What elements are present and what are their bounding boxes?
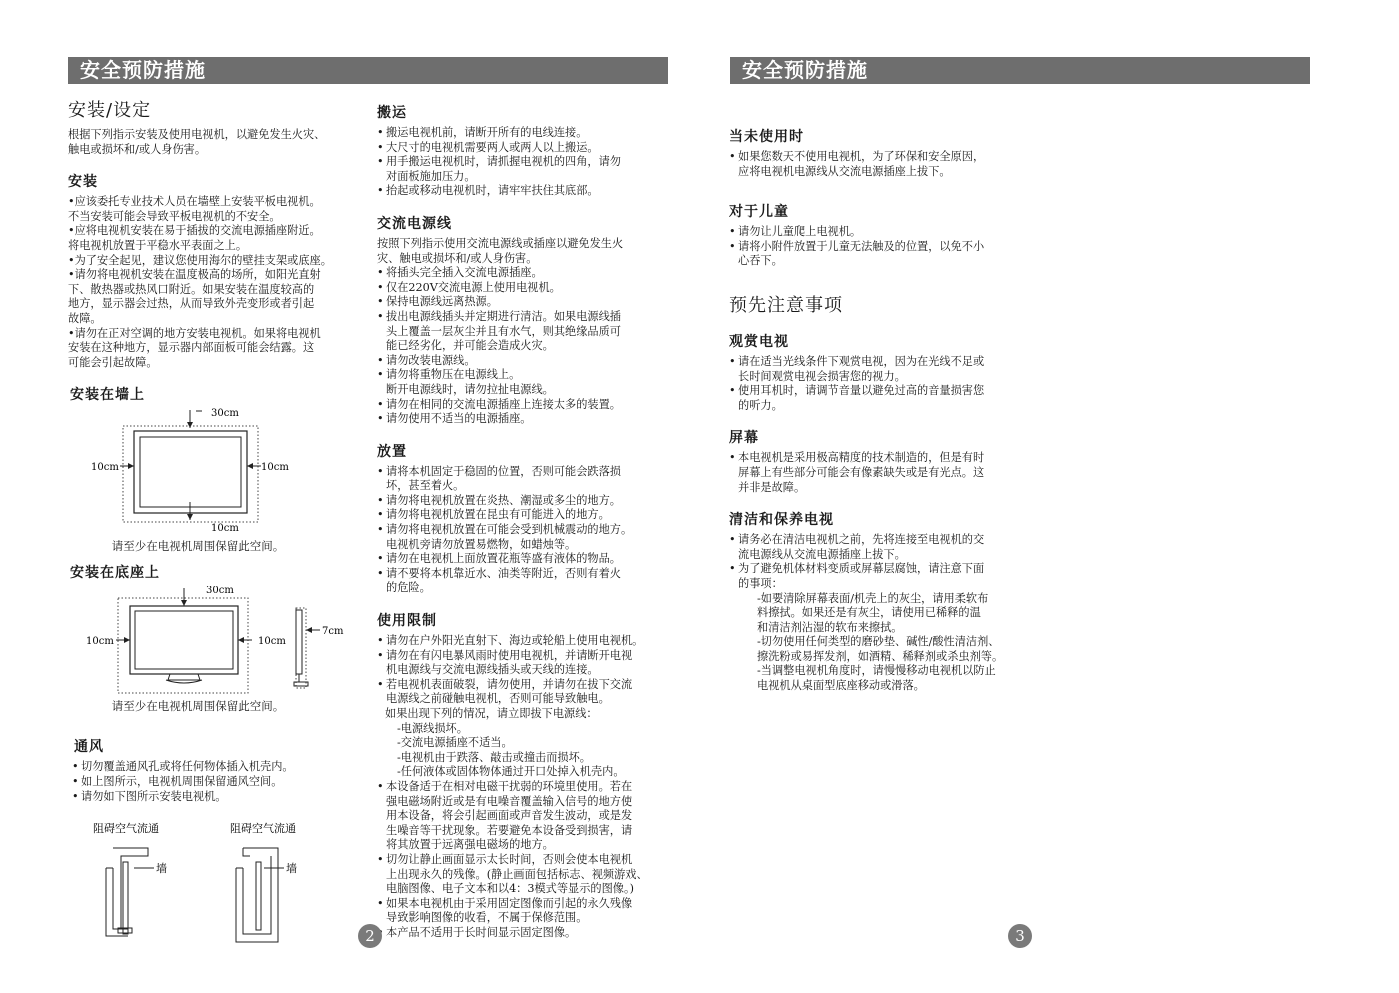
stand-mount-diagram	[68, 586, 368, 696]
vent-list	[72, 760, 368, 804]
stand-left-dim: 10cm	[86, 636, 114, 648]
watching-item: • 使用耳机时，请调节音量以避免过高的音量损害您 的听力。	[729, 384, 1049, 413]
placement-item: • 请不要将本机靠近水、油类等附近，否则有着火 的危险。	[377, 567, 677, 596]
page-number-right: 3	[1008, 924, 1032, 948]
watching-item: • 请在适当光线条件下观赏电视，因为在光线不足或 长时间观赏电视会损害您的视力。	[729, 355, 1049, 384]
watching-list	[729, 355, 1049, 413]
middle-column	[377, 102, 677, 941]
transport-item: • 抬起或移动电视机时，请牢牢扶住其底部。	[377, 184, 677, 199]
precautions-title: 预先注意事项	[729, 294, 843, 316]
power-item: • 仅在220V交流电源上使用电视机。	[377, 281, 677, 296]
usage-item: • 本设备适于在相对电磁干扰弱的环境里使用。若在 强电磁场附近或是有电噪音覆盖输入信号的地方使 用本设备，将会引起画面或声音发生波动，或是发 生噪音等干扰现象。若要避免本设备受到损害，请 将其放置于远离强电磁场的地方。	[377, 780, 677, 853]
usage-item: • 请勿在有闪电暴风雨时使用电视机，并请断开电视 机电源线与交流电源线插头或天线的连接。	[377, 649, 677, 678]
stand-caption: 请至少在电视机周围保留此空间。	[111, 699, 285, 714]
install-line: 将电视机放置于平稳水平表面之上。	[68, 238, 248, 252]
power-item: • 请勿在相同的交流电源插座上连接太多的装置。	[377, 398, 677, 413]
unused-item: • 如果您数天不使用电视机，为了环保和安全原因， 应将电视机电源线从交流电源插座上拔下。	[729, 150, 1049, 179]
placement-item: • 请勿将电视机放置在可能会受到机械震动的地方。 电视机旁请勿放置易燃物，如蜡烛等。	[377, 523, 677, 552]
wall-label-2: 墙	[286, 862, 297, 876]
screen-list	[729, 451, 1049, 495]
cleaning-subs	[729, 592, 1049, 694]
wall-caption: 请至少在电视机周围保留此空间。	[111, 539, 285, 554]
transport-item: • 大尺寸的电视机需要两人或两人以上搬运。	[377, 141, 677, 156]
install-line: •为了安全起见，建议您使用海尔的壁挂支架或底座。	[68, 253, 332, 267]
wall-left-dim: 10cm	[91, 462, 119, 474]
power-intro-line: 灾、触电或损坏和/或人身伤害。	[377, 251, 538, 265]
right-banner: 安全预防措施	[730, 57, 1310, 84]
power-item: • 请勿使用不适当的电源插座。	[377, 412, 677, 427]
placement-item: • 请将本机固定于稳固的位置，否则可能会跌落损 坏，甚至着火。	[377, 465, 677, 494]
blocked-label-1: 阻碍空气流通	[93, 822, 159, 836]
usage-sub-line: -电源线损坏。	[397, 721, 468, 735]
install-line: 不当安装可能会导致平板电视机的不安全。	[68, 209, 281, 223]
cleaning-sub-line: 料擦拭。如果还是有灰尘，请使用已稀释的温	[757, 606, 981, 620]
wall-top-dim: 30cm	[211, 408, 239, 420]
transport-title: 搬运	[377, 105, 407, 121]
power-intro-line: 按照下列指示使用交流电源线或插座以避免发生火	[377, 236, 624, 250]
install-line: •应将电视机安装在易于插拔的交流电源插座附近。	[68, 224, 321, 238]
blocked-airflow-diagram	[68, 818, 368, 958]
watching-title: 观赏电视	[729, 333, 789, 350]
placement-list	[377, 465, 677, 596]
cleaning-sub-line: -切勿使用任何类型的磨砂垫、碱性/酸性清洁剂、	[757, 635, 1000, 649]
left-column	[68, 96, 368, 958]
placement-item: • 请勿将电视机放置在昆虫有可能进入的地方。	[377, 508, 677, 523]
wall-bottom-dim: 10cm	[211, 523, 239, 535]
placement-item: • 请勿在电视机上面放置花瓶等盛有液体的物品。	[377, 552, 677, 567]
cleaning-sub-line: -当调整电视机角度时，请慢慢移动电视机以防止	[757, 664, 996, 678]
children-item: • 请勿让儿童爬上电视机。	[729, 225, 1049, 240]
install-line: •请勿将电视机安装在温度极高的场所，如阳光直射	[68, 268, 321, 282]
usage-title: 使用限制	[377, 613, 437, 630]
cleaning-sub-line: 擦洗粉或易挥发剂，如酒精、稀释剂或杀虫剂等。	[757, 649, 1004, 663]
install-title: 安装	[68, 174, 98, 191]
usage-subs	[377, 722, 677, 780]
cleaning-sub-line: -如要清除屏幕表面/机壳上的灰尘，请用柔软布	[757, 591, 989, 605]
install-line: 故障。	[68, 311, 102, 325]
power-item: • 将插头完全插入交流电源插座。	[377, 266, 677, 281]
blocked-label-2: 阻碍空气流通	[230, 822, 296, 836]
usage-list	[377, 634, 677, 707]
stand-side-dim: 7cm	[322, 626, 344, 638]
usage-item: • 若电视机表面破裂，请勿使用，并请勿在拔下交流 电源线之前碰触电视机，否则可能导致触电。	[377, 678, 677, 707]
power-intro	[377, 237, 677, 266]
install-line: •请勿在正对空调的地方安装电视机。如果将电视机	[68, 326, 321, 340]
vent-title: 通风	[74, 739, 104, 756]
vent-item: • 切勿覆盖通风孔或将任何物体插入机壳内。	[72, 760, 368, 775]
stand-title: 安装在底座上	[70, 565, 160, 582]
power-item: • 保持电源线远离热源。	[377, 295, 677, 310]
power-list	[377, 266, 677, 427]
cleaning-item: • 请务必在清洁电视机之前，先将连接至电视机的交 流电源线从交流电源插座上拔下。	[729, 533, 1049, 562]
unused-title: 当未使用时	[729, 129, 804, 145]
vent-item: • 如上图所示，电视机周围保留通风空间。	[72, 775, 368, 790]
power-item: • 请勿将重物压在电源线上。 断开电源线时，请勿拉扯电源线。	[377, 368, 677, 397]
wall-right-dim: 10cm	[261, 462, 289, 474]
children-item: • 请将小附件放置于儿童无法触及的位置，以免不小 心吞下。	[729, 240, 1049, 269]
usage-sub-line: -任何液体或固体物体通过开口处掉入机壳内。	[397, 765, 625, 779]
usage-sub-line: -电视机由于跌落、敲击或撞击而损坏。	[397, 750, 591, 764]
power-title: 交流电源线	[377, 215, 452, 232]
usage-if-line: 如果出现下列的情况，请立即拔下电源线：	[385, 707, 598, 720]
placement-title: 放置	[377, 443, 407, 460]
intro-line: 触电或损坏和/或人身伤害。	[68, 142, 207, 156]
page-number-left: 2	[358, 924, 382, 948]
wall-mount-diagram	[68, 408, 368, 538]
cleaning-list	[729, 533, 1049, 591]
usage-item: • 切勿让静止画面显示太长时间，否则会使本电视机 上出现永久的残像。(静止画面包括标志、视频游戏、 电脑图像、电子文本和以4：3模式等显示的图像。)	[377, 853, 677, 897]
cleaning-sub-line: 和清洁剂沾湿的软布来擦拭。	[757, 620, 903, 634]
wall-title: 安装在墙上	[70, 387, 145, 404]
install-line: 下、散热器或热风口附近。如果安装在温度较高的	[68, 282, 315, 296]
placement-item: • 请勿将电视机放置在炎热、潮湿或多尘的地方。	[377, 494, 677, 509]
usage-item: • 如果本电视机由于采用固定图像而引起的永久残像 导致影响图像的收看，不属于保修范围。	[377, 897, 677, 926]
children-title: 对于儿童	[729, 204, 789, 221]
transport-item: • 用手搬运电视机时，请抓握电视机的四角，请勿 对面板施加压力。	[377, 155, 677, 184]
usage-item: • 请勿在户外阳光直射下、海边或轮船上使用电视机。	[377, 634, 677, 649]
unused-list	[729, 150, 1049, 179]
vent-item: • 请勿如下图所示安装电视机。	[72, 790, 368, 805]
power-item: • 请勿改装电源线。	[377, 354, 677, 369]
left-banner: 安全预防措施	[68, 57, 668, 84]
install-text	[68, 195, 368, 370]
install-line: •应该委托专业技术人员在墙壁上安装平板电视机。	[68, 195, 321, 209]
children-list	[729, 225, 1049, 269]
screen-item: • 本电视机是采用极高精度的技术制造的，但是有时 屏幕上有些部分可能会有像素缺失或是有光点。这 并非是故障。	[729, 451, 1049, 495]
usage-sub-line: -交流电源插座不适当。	[397, 736, 513, 750]
cleaning-sub-line: 电视机从桌面型底座移动或滑落。	[757, 679, 925, 693]
wall-label-1: 墙	[156, 862, 167, 876]
install-line: 地方，显示器会过热，从而导致外壳变形或者引起	[68, 297, 315, 311]
power-item: • 拔出电源线插头并定期进行清洁。如果电源线插 头上覆盖一层灰尘并且有水气，则其绝缘品质可 能已经劣化，并可能会造成火灾。	[377, 310, 677, 354]
install-line: 可能会引起故障。	[68, 355, 158, 369]
intro-line: 根据下列指示安装及使用电视机，以避免发生火灾、	[68, 128, 326, 141]
stand-top-dim: 30cm	[206, 586, 234, 597]
install-setup-title: 安装/设定	[68, 100, 152, 121]
transport-list	[377, 126, 677, 199]
install-line: 安装在这种地方，显示器内部面板可能会结露。这	[68, 341, 315, 355]
install-setup-intro	[68, 128, 368, 157]
usage-list-2	[377, 780, 677, 941]
usage-item: • 本产品不适用于长时间显示固定图像。	[377, 926, 677, 941]
stand-right-dim: 10cm	[258, 636, 286, 648]
right-column	[729, 126, 1049, 694]
cleaning-title: 清洁和保养电视	[729, 512, 834, 529]
cleaning-item: • 为了避免机体材料变质或屏幕层腐蚀，请注意下面 的事项：	[729, 562, 1049, 591]
transport-item: • 搬运电视机前，请断开所有的电线连接。	[377, 126, 677, 141]
screen-title: 屏幕	[729, 430, 759, 447]
